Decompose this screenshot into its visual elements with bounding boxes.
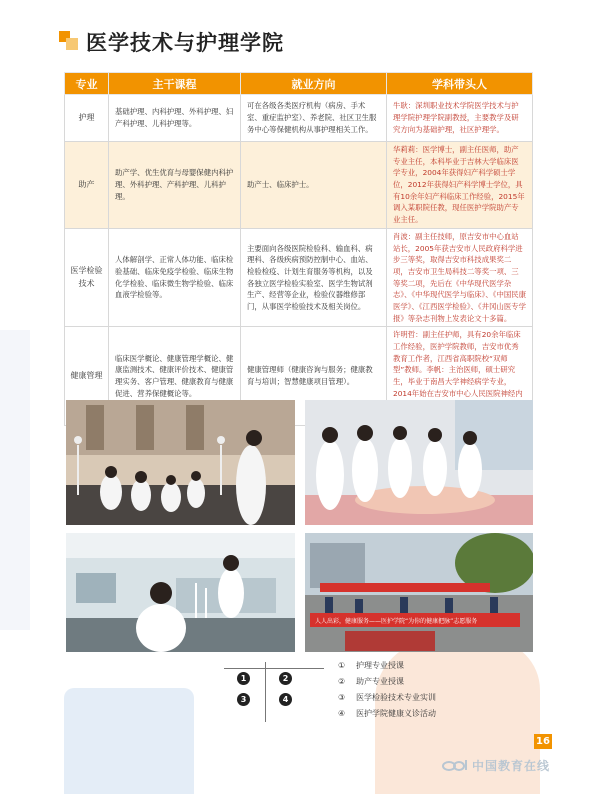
volunteer-banner-text: 人人出彩，健康服务——医护学院“为你的健康把脉”志愿服务 [315, 618, 478, 625]
courses-cell: 助产学、优生优育与母婴保健内科护理、外科护理、产科护理、儿科护理。 [109, 142, 241, 229]
left-decor-strip [0, 330, 30, 630]
watermark-text: 中国教育在线 [472, 759, 551, 773]
photo-marker-4: 4 [279, 693, 292, 706]
page-title: 医学技术与护理学院 [86, 31, 284, 55]
caption-item [338, 690, 436, 706]
caption-item [338, 658, 436, 674]
major-cell: 健康管理 [65, 327, 109, 426]
photo-marker-3: 3 [237, 693, 250, 706]
photo-midwifery-class [305, 400, 533, 525]
legend-cross-horizontal [224, 668, 324, 669]
courses-cell: 临床医学概论、健康管理学概论、健康监测技术、健康评价技术、健康管理实务、客户管理、健康教育与健康促进、营养保健概论等。 [109, 327, 241, 426]
employment-cell: 可在各级各类医疗机构（病房、手术室、重症监护室）、养老院、社区卫生服务中心等保健机构从事护理相关工作。 [241, 95, 387, 142]
courses-cell: 基础护理、内科护理、外科护理、妇产科护理、儿科护理等。 [109, 95, 241, 142]
employment-cell: 健康管理师（健康咨询与服务；健康教育与培训；智慧健康项目管理）。 [241, 327, 387, 426]
header-employment: 就业方向 [241, 73, 387, 95]
photo-lab-training [66, 533, 295, 652]
caption-item [338, 706, 436, 722]
caption-item [338, 674, 436, 690]
table-row [65, 228, 533, 327]
photo-health-volunteer [305, 533, 533, 652]
table-row [65, 142, 533, 229]
page-number: 16 [534, 734, 552, 749]
table-header-row [65, 73, 533, 95]
caption-text: 助产专业授课 [356, 677, 404, 686]
caption-marker: ④ [338, 709, 346, 718]
caption-marker: ③ [338, 693, 346, 702]
leader-cell: 牛耿：深圳职业技术学院医学技术与护理学院护理学院副教授，主要教学及研究方向为基础护理，社区护理学。 [387, 95, 533, 142]
header-courses: 主干课程 [109, 73, 241, 95]
caption-marker: ① [338, 661, 346, 670]
legend-cross-vertical [265, 662, 266, 722]
photo-marker-2: 2 [279, 672, 292, 685]
caption-marker: ② [338, 677, 346, 686]
header-leader: 学科带头人 [387, 73, 533, 95]
blue-decor-shape [64, 688, 194, 794]
title-marker-square-light [66, 38, 78, 50]
major-cell: 医学检验技术 [65, 228, 109, 327]
major-cell: 护理 [65, 95, 109, 142]
leader-cell: 许明哲：副主任护师，具有20余年临床工作经验，医护学院教师，吉安市优秀教育工作者，江西省高职院校“双师型”教师。李帆：主治医师，硕士研究生，毕业于南昌大学神经病学专业，2014年始在吉安市中心人民医院神经内 [387, 327, 533, 426]
caption-text: 医学检验技术专业实训 [356, 693, 436, 702]
employment-cell: 主要面向各级医院检验科、输血科、病理科、各级疾病预防控制中心、血站、检验检疫、计划生育服务等机构，以及各独立医学检验实验室、医学生物试剂生产、经营等企业，检验仪器维修部门，从事医学检验技术及相关岗位。 [241, 228, 387, 327]
leader-cell: 华莉莉：医学博士，副主任医师，助产专业主任，本科毕业于吉林大学临床医学专业，2004年获得妇产科学硕士学位，2012年获得妇产科学博士学位，具有10余年妇产科临床工作经验，2015年调入某职院任教，现任医护学院助产专业主任。 [387, 142, 533, 229]
photo-nursing-class [66, 400, 295, 525]
caption-text: 医护学院健康义诊活动 [356, 709, 436, 718]
leader-cell: 肖波：副主任技师，原吉安市中心血站站长，2005年获吉安市人民政府科学进步三等奖，取得吉安市科技成果奖二项，吉安市卫生局科技二等奖一项、三等奖二项，先后在《中华现代医学杂志》、《中华现代医学与临床》、《中国民康医学》、《江西医学检验》、《井冈山医专学报》等杂志刊物上发表论文十多篇。 [387, 228, 533, 327]
photo-captions [338, 658, 436, 722]
photo-marker-1: 1 [237, 672, 250, 685]
eol-logo-icon [441, 758, 469, 772]
table-row [65, 95, 533, 142]
major-cell: 助产 [65, 142, 109, 229]
employment-cell: 助产士、临床护士。 [241, 142, 387, 229]
majors-table [64, 72, 533, 426]
caption-text: 护理专业授课 [356, 661, 404, 670]
header-major: 专业 [65, 73, 109, 95]
courses-cell: 人体解剖学、正常人体功能、临床检验基础、临床免疫学检验、临床生物化学检验、临床微生物学检验、临床血液学检验等。 [109, 228, 241, 327]
